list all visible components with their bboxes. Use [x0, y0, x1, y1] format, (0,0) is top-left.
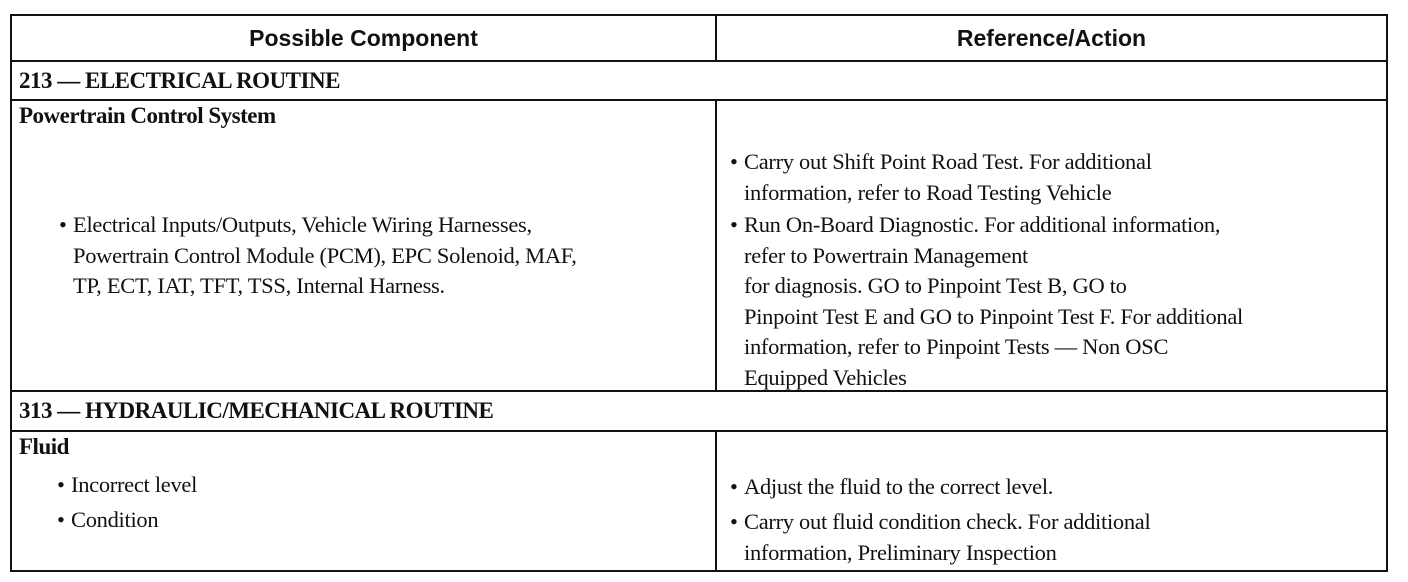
action-item: • Carry out fluid condition check. For additional information, Preliminary Inspection: [730, 509, 1151, 565]
action-item: • Adjust the fluid to the correct level.: [744, 472, 1053, 503]
group-title-fluid: Fluid: [19, 434, 69, 459]
bullet: •: [730, 509, 738, 534]
action-cell-313: [715, 432, 1386, 570]
component-item: • Incorrect level: [71, 470, 197, 501]
section-title-213: 213 — ELECTRICAL ROUTINE: [12, 60, 1386, 99]
component-item: • Condition: [71, 505, 158, 536]
group-title-powertrain: Powertrain Control System: [19, 103, 276, 128]
bullet: •: [59, 212, 67, 237]
diagnosis-table: [10, 14, 1388, 572]
header-possible-component: Possible Component: [249, 24, 478, 51]
action-item: • Carry out Shift Point Road Test. For additional information, refer to Road Testing Vehicle: [730, 149, 1152, 205]
action-item: • Run On-Board Diagnostic. For additional information, refer to Powertrain Management for diagnosis. GO to Pinpoint Test B, GO to Pinpoint Test E and GO to Pinpoint Test F. For additional information, refer to Pinpoint Tests — Non OSC Equipped Vehicles: [730, 212, 1244, 390]
bullet: •: [730, 149, 738, 174]
section-title-313: 313 — HYDRAULIC/MECHANICAL ROUTINE: [12, 390, 1386, 430]
bullet: •: [57, 507, 65, 532]
bullet: •: [730, 212, 738, 237]
bullet: •: [730, 474, 738, 499]
bullet: •: [57, 472, 65, 497]
component-cell-213: [12, 101, 715, 390]
table-header: [12, 16, 1386, 60]
header-reference-action: Reference/Action: [715, 16, 1386, 60]
section-body-213: [12, 99, 1386, 390]
section-body-313: [12, 430, 1386, 570]
action-cell-213: [715, 101, 1386, 390]
component-cell-313: [12, 432, 715, 570]
component-item: • Electrical Inputs/Outputs, Vehicle Wiring Harnesses, Powertrain Control Module (PCM), EPC Solenoid, MAF, TP, ECT, IAT, TFT, TSS, Internal Harness.: [59, 212, 577, 298]
